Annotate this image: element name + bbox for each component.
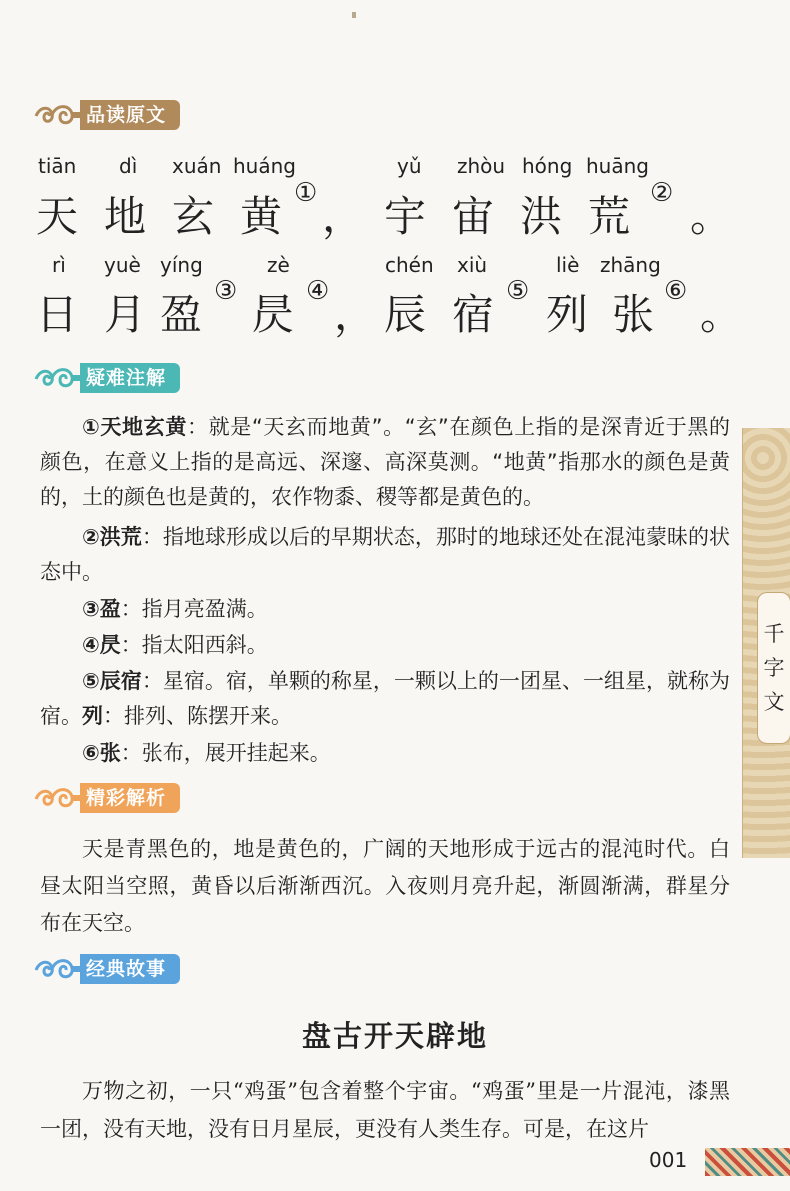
note-text: ：指太阳西斜。 bbox=[120, 633, 268, 657]
pinyin: chén bbox=[385, 253, 434, 277]
section-label: 经典故事 bbox=[80, 954, 180, 984]
pinyin: zhāng bbox=[600, 253, 661, 277]
note-term: ③盈 bbox=[82, 597, 121, 621]
note-term: ②洪荒 bbox=[82, 525, 142, 549]
section-heading-notes bbox=[34, 362, 180, 394]
pinyin: huáng bbox=[233, 154, 296, 178]
pinyin: tiān bbox=[38, 154, 77, 178]
note-text: ：星宿。宿，单颗的称星，一颗以上的一团星、一组星，就称为宿。 bbox=[40, 669, 731, 728]
side-tab-char: 千 bbox=[763, 622, 785, 646]
verse-note-marker: ⑥ bbox=[664, 276, 690, 306]
story-text: 万物之初，一只“鸡蛋”包含着整个宇宙。“鸡蛋”里是一片混沌，漆黑一团，没有天地，没有日月星辰，更没有人类生存。可是，在这片 bbox=[40, 1079, 730, 1141]
swirl-cloud-icon bbox=[34, 783, 84, 813]
verse-char: 列 bbox=[546, 290, 591, 339]
swirl-cloud-icon bbox=[34, 954, 84, 984]
note-text: ：张布，展开挂起来。 bbox=[120, 741, 331, 765]
pinyin: yíng bbox=[160, 253, 203, 277]
swirl-cloud-icon bbox=[34, 363, 84, 393]
note-5 bbox=[40, 664, 730, 734]
note-4 bbox=[40, 628, 730, 663]
verse-char: 宿 bbox=[452, 290, 497, 339]
note-1 bbox=[40, 410, 730, 515]
note-term: ①天地玄黄 bbox=[82, 415, 187, 439]
verse-char: 日 bbox=[36, 290, 81, 339]
verse-char: 宇 bbox=[384, 192, 429, 241]
pinyin: yǔ bbox=[397, 154, 422, 178]
note-2 bbox=[40, 520, 730, 590]
note-text: ：排列、陈摆开来。 bbox=[103, 704, 292, 728]
pinyin: liè bbox=[556, 253, 580, 277]
verse-char: 昃 bbox=[252, 290, 297, 339]
section-heading-analysis bbox=[34, 782, 180, 814]
note-term: 列 bbox=[82, 704, 103, 728]
verse-char: 黄 bbox=[240, 192, 285, 241]
verse-char: 天 bbox=[36, 192, 81, 241]
verse-char: 地 bbox=[104, 192, 149, 241]
verse-punct: ， bbox=[334, 290, 379, 339]
pinyin: xuán bbox=[172, 154, 222, 178]
footer-decorative-band bbox=[705, 1148, 790, 1176]
section-heading-story bbox=[34, 953, 180, 985]
verse-char: 荒 bbox=[588, 192, 633, 241]
section-label: 精彩解析 bbox=[80, 783, 180, 813]
section-heading-original bbox=[34, 99, 180, 131]
pinyin: zè bbox=[267, 253, 290, 277]
pinyin: yuè bbox=[104, 253, 141, 277]
verse-char: 洪 bbox=[520, 192, 565, 241]
top-mark bbox=[352, 12, 356, 18]
note-term: ⑥张 bbox=[82, 741, 121, 765]
note-text: ：指月亮盈满。 bbox=[120, 597, 268, 621]
note-3 bbox=[40, 592, 730, 627]
pinyin: xiù bbox=[457, 253, 488, 277]
verse-char: 辰 bbox=[384, 290, 429, 339]
pinyin: huāng bbox=[586, 154, 649, 178]
side-tab-char: 文 bbox=[763, 690, 785, 714]
note-term: ④昃 bbox=[82, 633, 121, 657]
note-text: ：指地球形成以后的早期状态，那时的地球还处在混沌蒙昧的状态中。 bbox=[40, 525, 731, 584]
page-number: 001 bbox=[649, 1148, 688, 1172]
verse-note-marker: ④ bbox=[306, 276, 332, 306]
pinyin: dì bbox=[119, 154, 138, 178]
verse-char: 月 bbox=[104, 290, 149, 339]
verse-note-marker: ③ bbox=[214, 276, 240, 306]
section-label: 疑难注解 bbox=[80, 363, 180, 393]
note-term: ⑤辰宿 bbox=[82, 669, 142, 693]
section-label: 品读原文 bbox=[80, 100, 180, 130]
verse-note-marker: ② bbox=[650, 178, 676, 208]
note-6 bbox=[40, 736, 730, 771]
verse-punct: ， bbox=[322, 192, 367, 241]
verse-punct: 。 bbox=[690, 192, 735, 241]
note-text: ：就是“天玄而地黄”。“玄”在颜色上指的是深青近于黑的颜色，在意义上指的是高远、深邃、高深莫测。“地黄”指那水的颜色是黄的，土的颜色也是黄的，农作物黍、稷等都是黄色的。 bbox=[40, 415, 731, 509]
analysis-text: 天是青黑色的，地是黄色的，广阔的天地形成于远古的混沌时代。白昼太阳当空照，黄昏以后渐渐西沉。入夜则月亮升起，渐圆渐满，群星分布在天空。 bbox=[40, 837, 730, 935]
swirl-cloud-icon bbox=[34, 100, 84, 130]
pinyin: rì bbox=[52, 253, 66, 277]
verse-char: 盈 bbox=[160, 290, 205, 339]
verse-note-marker: ⑤ bbox=[506, 276, 532, 306]
story-title: 盘古开天辟地 bbox=[301, 1019, 488, 1053]
pinyin: zhòu bbox=[457, 154, 506, 178]
side-tab-char: 字 bbox=[763, 656, 785, 680]
verse-char: 张 bbox=[612, 290, 657, 339]
verse-punct: 。 bbox=[700, 290, 745, 339]
pinyin: hóng bbox=[522, 154, 573, 178]
verse-note-marker: ① bbox=[294, 178, 320, 208]
verse-char: 宙 bbox=[452, 192, 497, 241]
verse-char: 玄 bbox=[172, 192, 217, 241]
side-tab-label bbox=[757, 592, 790, 744]
